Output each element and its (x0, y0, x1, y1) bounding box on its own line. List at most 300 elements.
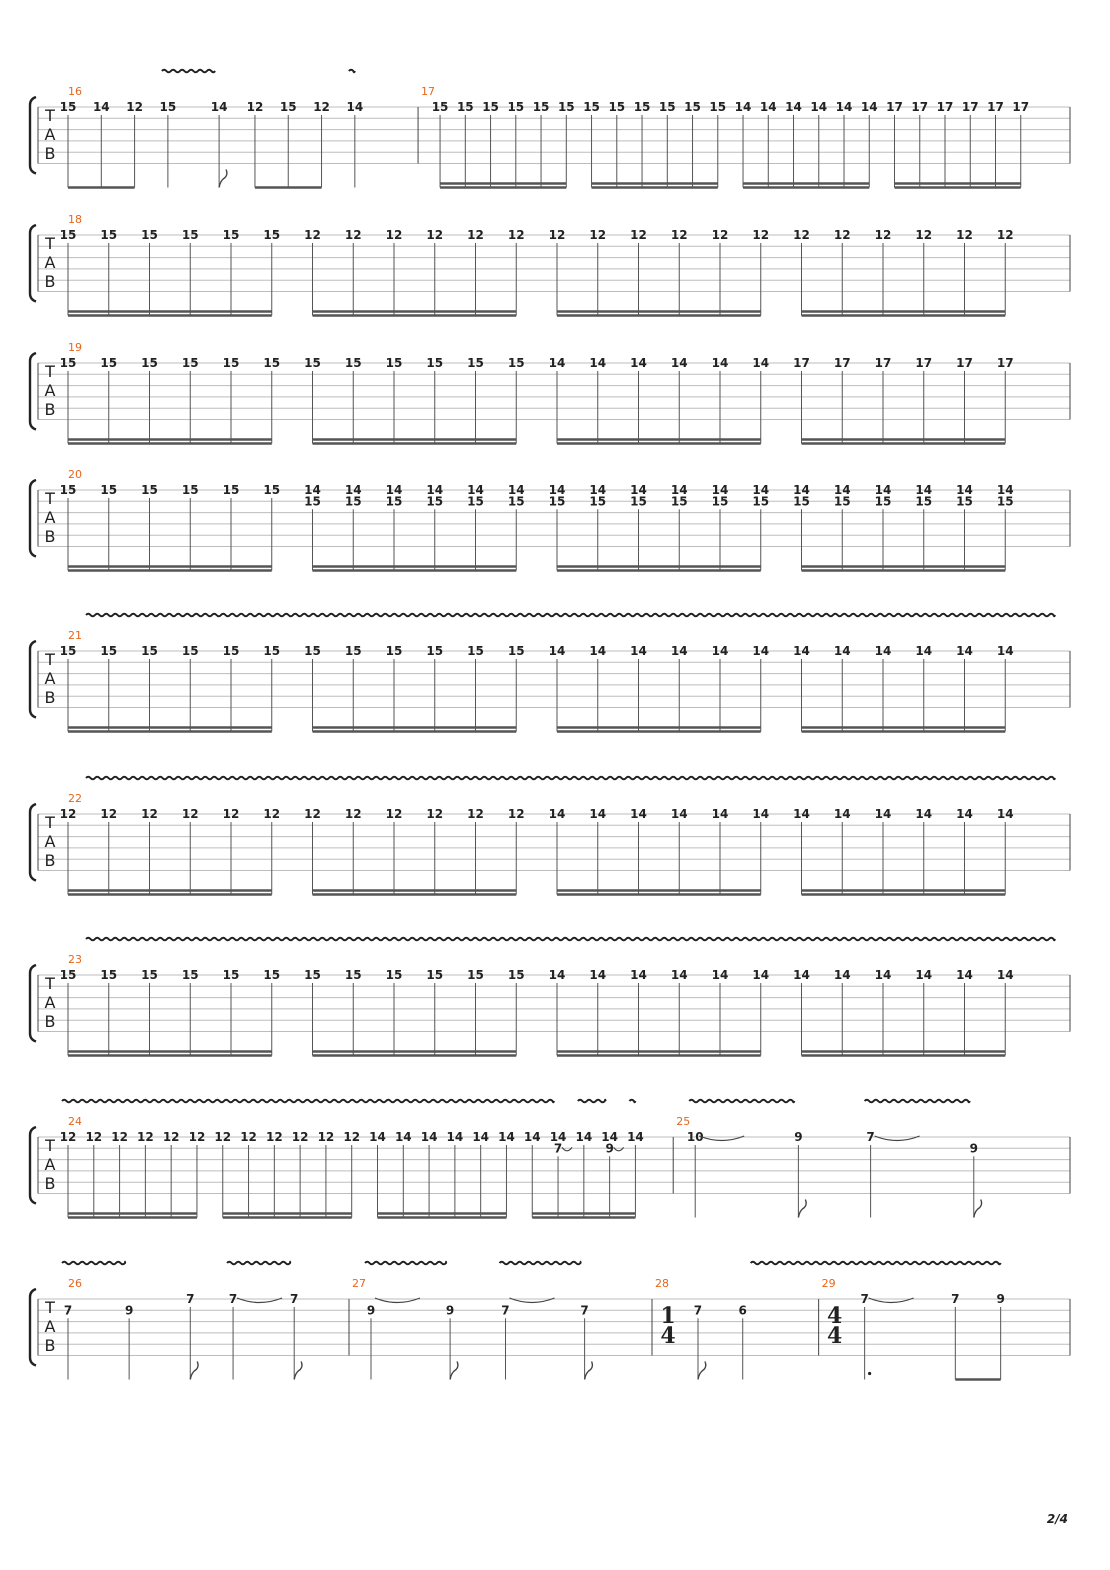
tab-clef-letter: T (45, 1136, 55, 1155)
eighth-flag (974, 1200, 982, 1218)
fret-number: 15 (752, 494, 770, 509)
fret-number: 12 (548, 228, 566, 242)
fret-number: 14 (793, 483, 810, 497)
fret-number: 12 (304, 807, 321, 821)
tab-clef-letter: T (45, 362, 55, 381)
vibrato-line (349, 70, 355, 73)
tab-clef-letter: A (44, 253, 56, 272)
fret-number: 15 (59, 356, 77, 370)
fret-number: 14 (752, 968, 770, 982)
system-bracket (30, 480, 36, 557)
fret-number: 15 (583, 100, 600, 114)
fret-number: 10 (686, 1130, 704, 1144)
system-bracket (30, 353, 36, 430)
tab-clef-letter: B (44, 527, 56, 546)
fret-number: 12 (317, 1130, 335, 1144)
fret-number: 15 (100, 644, 118, 658)
fret-number: 9 (605, 1141, 614, 1156)
fret-number: 15 (181, 483, 199, 497)
fret-number: 15 (431, 100, 449, 114)
fret-number: 15 (222, 356, 240, 370)
fret-number: 15 (467, 968, 484, 982)
fret-number: 14 (759, 100, 777, 114)
tab-system (30, 1262, 1070, 1380)
fret-number: 15 (467, 356, 484, 370)
fret-number: 14 (860, 100, 878, 114)
fret-number: 14 (711, 483, 729, 497)
fret-number: 14 (548, 483, 566, 497)
fret-number: 17 (956, 356, 973, 370)
fret-number: 6 (738, 1303, 747, 1318)
fret-number: 15 (100, 228, 118, 242)
dotted-note-dot (868, 1372, 871, 1375)
fret-number: 15 (100, 968, 118, 982)
fret-number: 15 (304, 968, 321, 982)
fret-number: 15 (507, 494, 525, 509)
fret-number: 15 (222, 968, 240, 982)
eighth-flag (219, 170, 227, 188)
fret-number: 12 (343, 1130, 361, 1144)
measure-number: 29 (821, 1277, 836, 1290)
fret-number: 14 (426, 483, 444, 497)
fret-number: 14 (210, 100, 228, 114)
tab-clef-letter: T (45, 234, 55, 253)
fret-number: 14 (874, 807, 892, 821)
fret-number: 15 (532, 100, 550, 114)
fret-number: 14 (670, 483, 688, 497)
fret-number: 15 (141, 228, 158, 242)
fret-number: 14 (630, 644, 647, 658)
fret-number: 17 (793, 356, 810, 370)
fret-number: 15 (59, 228, 77, 242)
fret-number: 15 (59, 100, 77, 114)
fret-number: 14 (785, 100, 802, 114)
fret-number: 15 (263, 356, 281, 370)
fret-number: 14 (575, 1130, 593, 1144)
tab-clef-letter: A (44, 993, 56, 1012)
fret-number: 7 (580, 1303, 589, 1318)
fret-number: 12 (833, 228, 851, 242)
system-bracket (30, 97, 36, 174)
tab-system (30, 70, 1070, 188)
fret-number: 17 (1012, 100, 1030, 114)
fret-number: 17 (915, 356, 933, 370)
fret-number: 14 (956, 644, 973, 658)
vibrato-line (62, 1100, 554, 1103)
fret-number: 14 (833, 968, 851, 982)
fret-number: 14 (344, 483, 362, 497)
tab-clef-letter: A (44, 832, 56, 851)
fret-number: 14 (956, 483, 973, 497)
fret-number: 15 (589, 494, 607, 509)
fret-number: 12 (996, 228, 1014, 242)
fret-number: 14 (915, 483, 933, 497)
vibrato-line (365, 1262, 446, 1265)
fret-number: 14 (589, 356, 607, 370)
measure-number: 27 (351, 1277, 366, 1290)
fret-number: 15 (426, 356, 444, 370)
fret-number: 15 (304, 356, 321, 370)
fret-number: 7 (228, 1292, 238, 1306)
fret-number: 17 (987, 100, 1004, 114)
fret-number: 15 (793, 494, 810, 509)
fret-number: 12 (467, 228, 484, 242)
tab-clef-letter: B (44, 1174, 56, 1193)
measure-number: 20 (68, 468, 82, 481)
fret-number: 7 (186, 1292, 195, 1306)
fret-number: 12 (874, 228, 892, 242)
fret-number: 15 (59, 483, 77, 497)
fret-number: 15 (426, 968, 444, 982)
fret-number: 12 (240, 1130, 257, 1144)
fret-number: 12 (915, 228, 933, 242)
fret-number: 15 (159, 100, 177, 114)
fret-number: 15 (181, 644, 199, 658)
fret-number: 14 (670, 968, 688, 982)
fret-number: 12 (304, 228, 321, 242)
measure-number: 19 (68, 341, 82, 354)
fret-number: 14 (369, 1130, 386, 1144)
fret-number: 15 (711, 494, 729, 509)
fret-number: 14 (446, 1130, 464, 1144)
fret-number: 15 (507, 356, 525, 370)
tab-system (30, 468, 1070, 571)
fret-number: 15 (59, 968, 77, 982)
tab-clef-letter: B (44, 272, 56, 291)
fret-number: 12 (956, 228, 973, 242)
fret-number: 12 (181, 807, 199, 821)
fret-number: 15 (709, 100, 727, 114)
tab-system (30, 777, 1070, 895)
fret-number: 14 (996, 807, 1014, 821)
fret-number: 15 (141, 356, 158, 370)
fret-number: 9 (996, 1292, 1005, 1306)
vibrato-line (751, 1262, 1001, 1265)
vibrato-line (86, 938, 1055, 941)
fret-number: 15 (608, 100, 626, 114)
fret-number: 14 (670, 356, 688, 370)
measure-number: 22 (68, 792, 82, 805)
time-signature-denominator: 4 (826, 1323, 843, 1349)
vibrato-line (86, 614, 1055, 617)
fret-number: 14 (498, 1130, 515, 1144)
measure-number: 18 (68, 213, 82, 226)
systems-layer (30, 70, 1070, 1380)
fret-number: 12 (793, 228, 810, 242)
fret-number: 14 (394, 1130, 412, 1144)
fret-number: 12 (141, 807, 158, 821)
fret-number: 14 (630, 968, 647, 982)
measure-number: 26 (68, 1277, 82, 1290)
eighth-flag (798, 1200, 806, 1218)
page-number: 2/4 (1046, 1512, 1068, 1526)
fret-number: 12 (313, 100, 330, 114)
fret-number: 15 (181, 228, 199, 242)
fret-number: 15 (344, 644, 362, 658)
fret-number: 14 (627, 1130, 644, 1144)
fret-number: 15 (996, 494, 1014, 509)
fret-number: 15 (557, 100, 575, 114)
fret-number: 7 (553, 1141, 563, 1156)
fret-number: 14 (472, 1130, 490, 1144)
fret-number: 14 (956, 807, 973, 821)
fret-number: 12 (385, 228, 403, 242)
vibrato-line (629, 1100, 635, 1103)
system-bracket (30, 965, 36, 1042)
fret-number: 15 (833, 494, 851, 509)
fret-number: 12 (59, 1130, 77, 1144)
measure-number: 17 (421, 85, 436, 98)
fret-number: 12 (630, 228, 647, 242)
fret-number: 12 (291, 1130, 309, 1144)
tab-clef-letter: T (45, 489, 55, 508)
fret-number: 7 (63, 1303, 73, 1318)
fret-number: 17 (936, 100, 954, 114)
fret-number: 15 (222, 228, 240, 242)
fret-number: 14 (589, 644, 607, 658)
fret-number: 15 (279, 100, 297, 114)
fret-number: 12 (711, 228, 729, 242)
system-bracket (30, 641, 36, 718)
fret-number: 15 (141, 968, 158, 982)
vibrato-line (86, 777, 1055, 780)
fret-number: 14 (304, 483, 321, 497)
fret-number: 14 (589, 483, 607, 497)
fret-number: 15 (344, 968, 362, 982)
fret-number: 15 (385, 356, 403, 370)
fret-number: 14 (601, 1130, 618, 1144)
fret-number: 15 (467, 494, 484, 509)
fret-number: 14 (589, 807, 607, 821)
fret-number: 12 (507, 228, 525, 242)
time-signature-denominator: 4 (660, 1323, 676, 1349)
vibrato-line (689, 1100, 794, 1103)
fret-number: 12 (589, 228, 607, 242)
fret-number: 15 (482, 100, 499, 114)
tab-system (30, 1100, 1070, 1218)
tab-system (30, 938, 1070, 1056)
fret-number: 14 (833, 483, 851, 497)
eighth-flag (698, 1362, 706, 1380)
fret-number: 17 (996, 356, 1014, 370)
fret-number: 12 (214, 1130, 232, 1144)
fret-number: 12 (188, 1130, 206, 1144)
vibrato-line (578, 1100, 606, 1103)
tab-system (30, 614, 1070, 732)
fret-number: 7 (860, 1292, 869, 1306)
fret-number: 12 (385, 807, 403, 821)
fret-number: 14 (752, 644, 770, 658)
fret-number: 15 (426, 644, 444, 658)
fret-number: 9 (969, 1141, 978, 1156)
fret-number: 14 (548, 356, 566, 370)
eighth-flag (450, 1362, 458, 1380)
fret-number: 17 (961, 100, 979, 114)
fret-number: 15 (222, 644, 240, 658)
fret-number: 15 (426, 494, 444, 509)
fret-number: 17 (911, 100, 929, 114)
fret-number: 14 (630, 356, 647, 370)
fret-number: 14 (810, 100, 828, 114)
fret-number: 15 (385, 494, 403, 509)
fret-number: 17 (833, 356, 851, 370)
fret-number: 15 (670, 494, 688, 509)
tab-clef-letter: B (44, 144, 56, 163)
time-signature-numerator: 1 (660, 1303, 676, 1329)
fret-number: 14 (711, 968, 729, 982)
fret-number: 14 (467, 483, 484, 497)
fret-number: 14 (752, 356, 770, 370)
fret-number: 9 (794, 1130, 803, 1144)
eighth-flag (190, 1362, 198, 1380)
fret-number: 7 (866, 1130, 875, 1144)
tab-system (30, 213, 1070, 316)
fret-number: 15 (304, 494, 321, 509)
tab-system (30, 341, 1070, 444)
fret-number: 15 (467, 644, 484, 658)
tab-clef-letter: A (44, 669, 56, 688)
fret-number: 14 (346, 100, 364, 114)
fret-number: 14 (711, 644, 729, 658)
vibrato-line (499, 1262, 580, 1265)
system-bracket (30, 1127, 36, 1204)
fret-number: 14 (523, 1130, 541, 1144)
fret-number: 14 (835, 100, 853, 114)
eighth-flag (585, 1362, 593, 1380)
fret-number: 9 (124, 1303, 134, 1318)
fret-number: 15 (263, 483, 281, 497)
tab-clef-letter: A (44, 381, 56, 400)
measure-number: 23 (68, 953, 82, 966)
measure-number: 28 (654, 1277, 669, 1290)
fret-number: 15 (684, 100, 701, 114)
fret-number: 14 (670, 807, 688, 821)
fret-number: 15 (507, 100, 525, 114)
fret-number: 15 (100, 356, 118, 370)
fret-number: 14 (670, 644, 688, 658)
measure-number: 21 (68, 629, 82, 642)
fret-number: 14 (548, 644, 566, 658)
tab-clef-letter: T (45, 650, 55, 669)
fret-number: 12 (426, 807, 444, 821)
fret-number: 12 (507, 807, 525, 821)
fret-number: 12 (265, 1130, 283, 1144)
fret-number: 14 (793, 968, 810, 982)
fret-number: 14 (548, 807, 566, 821)
fret-number: 12 (100, 807, 118, 821)
fret-number: 15 (385, 968, 403, 982)
fret-number: 17 (886, 100, 903, 114)
tab-clef-letter: B (44, 688, 56, 707)
fret-number: 15 (956, 494, 973, 509)
tab-clef-letter: A (44, 1155, 56, 1174)
fret-number: 7 (290, 1292, 299, 1306)
tab-clef-letter: A (44, 508, 56, 527)
tab-clef-letter: A (44, 125, 56, 144)
fret-number: 15 (548, 494, 566, 509)
fret-number: 15 (222, 483, 240, 497)
fret-number: 15 (456, 100, 474, 114)
measure-number: 16 (68, 85, 82, 98)
tab-clef-letter: T (45, 106, 55, 125)
fret-number: 15 (633, 100, 651, 114)
fret-number: 14 (996, 644, 1014, 658)
fret-number: 14 (833, 807, 851, 821)
fret-number: 12 (222, 807, 240, 821)
fret-number: 15 (100, 483, 118, 497)
fret-number: 12 (752, 228, 770, 242)
vibrato-line (62, 1262, 125, 1265)
tab-clef-letter: A (44, 1317, 56, 1336)
fret-number: 14 (630, 483, 647, 497)
fret-number: 7 (501, 1303, 510, 1318)
fret-number: 15 (141, 644, 158, 658)
fret-number: 12 (344, 228, 362, 242)
fret-number: 15 (344, 494, 362, 509)
fret-number: 12 (162, 1130, 180, 1144)
tab-clef-letter: T (45, 1298, 55, 1317)
vibrato-line (227, 1262, 290, 1265)
tab-clef-letter: B (44, 1012, 56, 1031)
fret-number: 15 (263, 644, 281, 658)
fret-number: 14 (734, 100, 752, 114)
tab-clef-letter: T (45, 813, 55, 832)
fret-number: 15 (141, 483, 158, 497)
fret-number: 14 (507, 483, 525, 497)
measure-number: 25 (676, 1115, 691, 1128)
tab-clef-letter: B (44, 1336, 56, 1355)
fret-number: 12 (426, 228, 444, 242)
fret-number: 15 (507, 644, 525, 658)
fret-number: 15 (181, 356, 199, 370)
fret-number: 14 (793, 644, 810, 658)
time-signature-numerator: 4 (826, 1303, 843, 1329)
fret-number: 14 (793, 807, 810, 821)
system-bracket (30, 225, 36, 302)
fret-number: 14 (996, 968, 1014, 982)
vibrato-line (865, 1100, 970, 1103)
fret-number: 17 (874, 356, 892, 370)
fret-number: 14 (752, 483, 770, 497)
fret-number: 12 (85, 1130, 103, 1144)
fret-number: 12 (111, 1130, 128, 1144)
fret-number: 15 (181, 968, 199, 982)
fret-number: 12 (126, 100, 143, 114)
fret-number: 15 (915, 494, 933, 509)
fret-number: 14 (711, 356, 729, 370)
fret-number: 14 (589, 968, 607, 982)
measure-number: 24 (68, 1115, 82, 1128)
fret-number: 15 (263, 228, 281, 242)
fret-number: 15 (874, 494, 892, 509)
fret-number: 14 (956, 968, 973, 982)
fret-number: 14 (915, 644, 933, 658)
fret-number: 12 (467, 807, 484, 821)
fret-number: 12 (670, 228, 688, 242)
fret-number: 14 (548, 968, 566, 982)
fret-number: 14 (711, 807, 729, 821)
fret-number: 14 (874, 644, 892, 658)
fret-number: 12 (137, 1130, 154, 1144)
fret-number: 15 (263, 968, 281, 982)
fret-number: 15 (59, 644, 77, 658)
fret-number: 12 (59, 807, 77, 821)
fret-number: 15 (658, 100, 676, 114)
tab-clef-letter: B (44, 400, 56, 419)
fret-number: 12 (246, 100, 264, 114)
tab-clef-letter: B (44, 851, 56, 870)
fret-number: 9 (366, 1303, 376, 1318)
